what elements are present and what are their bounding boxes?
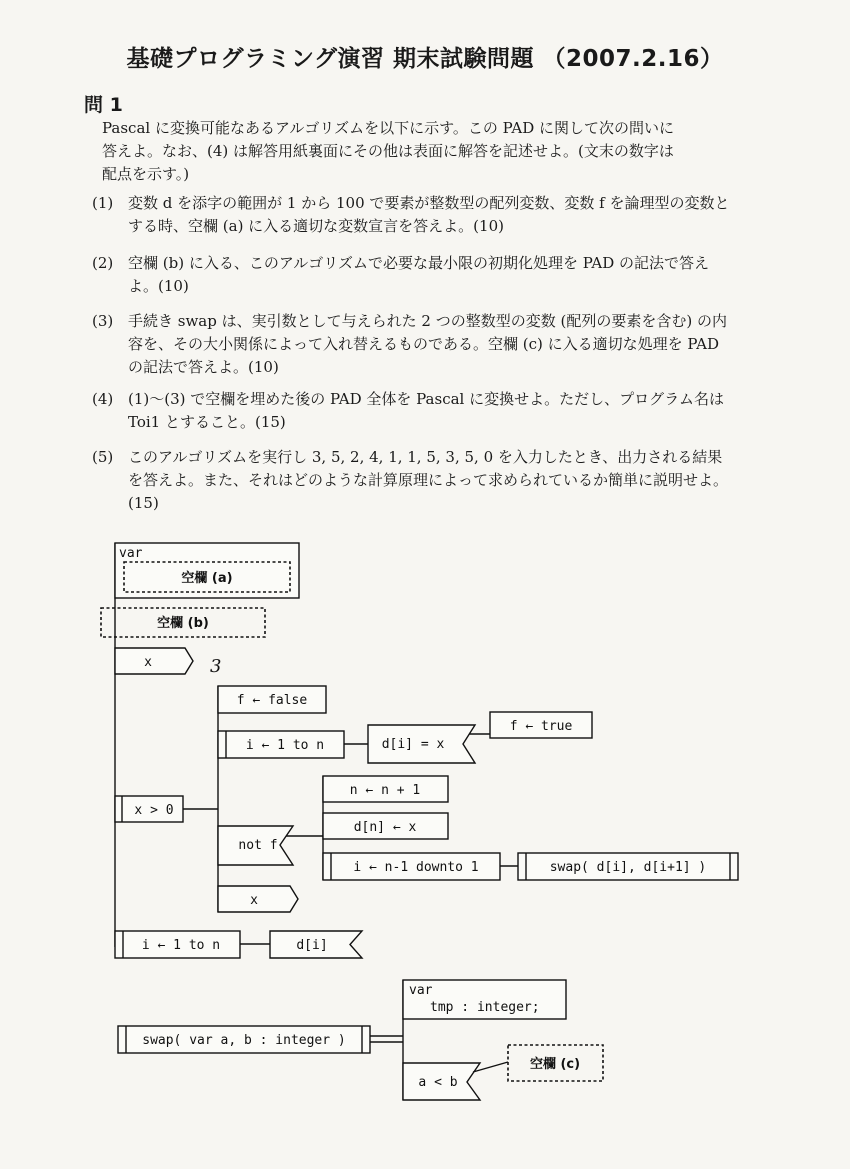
item-line: する時、空欄 (a) に入る適切な変数宣言を答えよ。(10) xyxy=(128,217,504,235)
var-label: var xyxy=(119,546,143,561)
item-line: を答えよ。また、それはどのような計算原理によって求められているか簡単に説明せよ。 xyxy=(128,471,729,489)
blank-b-label: 空欄 (b) xyxy=(157,616,209,631)
if-a-lt-b-label: a < b xyxy=(418,1075,458,1090)
item-line: Toi1 とすること。(15) xyxy=(128,413,286,431)
swap-var-label: var xyxy=(409,983,433,998)
for-label: i ← 1 to n xyxy=(245,738,325,753)
f-true-label: f ← true xyxy=(509,719,573,734)
item-line: の記法で答えよ。(10) xyxy=(128,358,279,376)
dn-assign-label: d[n] ← x xyxy=(353,820,417,835)
write-di-label: d[i] xyxy=(296,938,328,953)
read-x2-label: x xyxy=(250,893,258,908)
read-x-box xyxy=(115,648,193,674)
swap-header-label: swap( var a, b : integer ) xyxy=(142,1033,346,1048)
call-swap-label: swap( d[i], d[i+1] ) xyxy=(549,860,707,875)
item-line: よ。(10) xyxy=(128,277,189,295)
item-line: 空欄 (b) に入る、このアルゴリズムで必要な最小限の初期化処理を PAD の記法で答え xyxy=(128,254,710,272)
item-line: 変数 d を添字の範囲が 1 から 100 で要素が整数型の配列変数、変数 f を論理型の変数と xyxy=(128,194,730,212)
if-not-f-label: not f xyxy=(238,838,278,853)
while-cond: x > 0 xyxy=(134,803,174,818)
for-down-label: i ← n-1 downto 1 xyxy=(353,860,479,875)
item-line: (15) xyxy=(128,494,159,512)
item-line: (1)〜(3) で空欄を埋めた後の PAD 全体を Pascal に変換せよ。ただし、プログラム名は xyxy=(128,390,724,408)
item-number: (3) xyxy=(92,312,114,330)
f-false-label: f ← false xyxy=(236,693,308,708)
for-out-label: i ← 1 to n xyxy=(141,938,221,953)
intro-line: 配点を示す。) xyxy=(102,165,190,183)
read-x-label: x xyxy=(144,655,152,670)
swap-var-decl: tmp : integer; xyxy=(430,1000,540,1015)
question-heading: 問 1 xyxy=(84,94,123,116)
item-number: (4) xyxy=(92,390,114,408)
item-line: 手続き swap は、実引数として与えられた 2 つの整数型の変数 (配列の要素を含む) の内 xyxy=(128,312,727,330)
item-line: このアルゴリズムを実行し 3, 5, 2, 4, 1, 1, 5, 3, 5, 0 を入力したとき、出力される結果 xyxy=(128,448,723,466)
item-line: 容を、その大小関係によって入れ替えるものである。空欄 (c) に入る適切な処理を PAD xyxy=(128,335,719,353)
intro-line: Pascal に変換可能なあるアルゴリズムを以下に示す。この PAD に関して次の問いに xyxy=(102,119,674,137)
intro-line: 答えよ。なお、(4) は解答用紙裏面にその他は表面に解答を記述せよ。(文末の数字は xyxy=(102,142,674,160)
read-x2-box xyxy=(218,886,298,912)
n-inc-label: n ← n + 1 xyxy=(349,783,421,798)
item-number: (5) xyxy=(92,448,114,466)
exam-title: 基礎プログラミング演習 期末試験問題 （2007.2.16） xyxy=(126,46,724,72)
if-dix-label: d[i] = x xyxy=(381,737,445,752)
handwritten-mark: 3 xyxy=(210,656,222,677)
blank-a-label: 空欄 (a) xyxy=(181,571,233,586)
blank-c-label: 空欄 (c) xyxy=(529,1057,581,1072)
item-number: (2) xyxy=(92,254,114,272)
item-number: (1) xyxy=(92,194,114,212)
